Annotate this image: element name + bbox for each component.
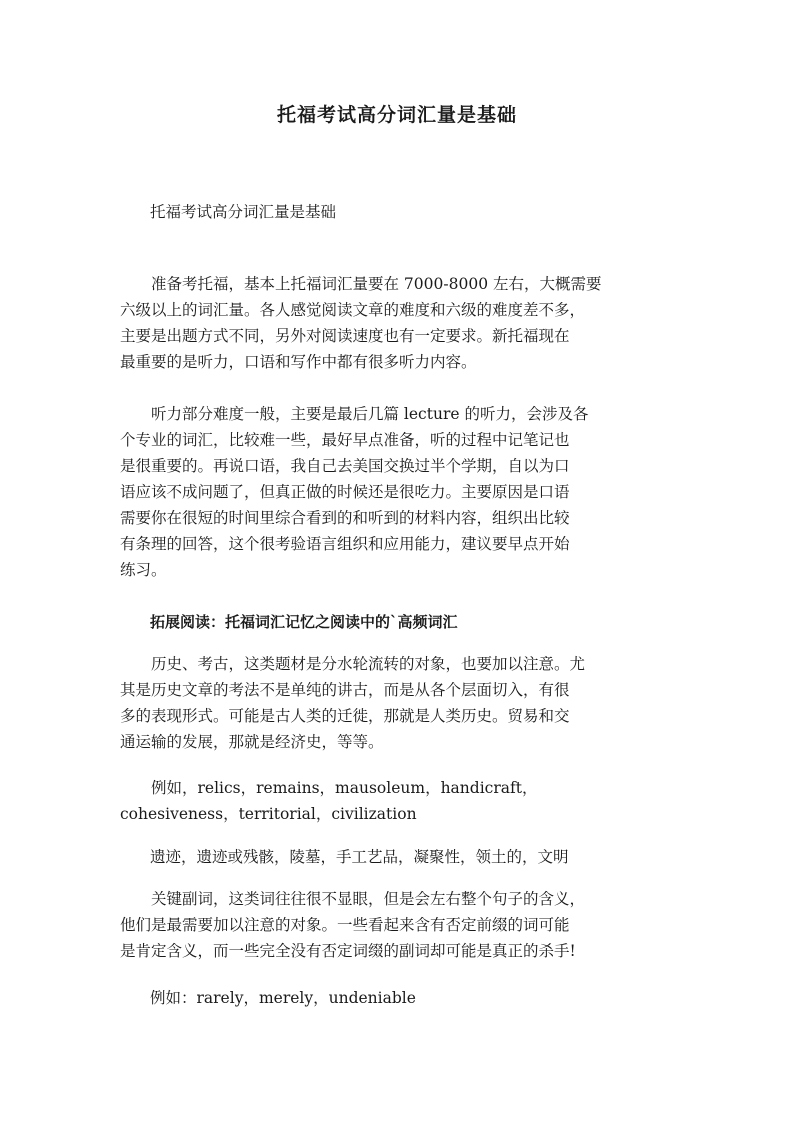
paragraph-adverb-examples: 例如：rarely，merely，undeniable	[150, 989, 416, 1007]
paragraph-history: 历史、考古，这类题材是分水轮流转的对象，也要加以注意。尤 其是历史文章的考法不是单纯的讲古，而是从各个层面切入，有很 多的表现形式。可能是古人类的迁徙，那就是人类历史。贸易和交 通运输的发展，那就是经济史，等等。	[120, 655, 586, 751]
paragraph-listening: 听力部分难度一般，主要是最后几篇 lecture 的听力，会涉及各 个专业的词汇，比较难一些，最好早点准备，听的过程中记笔记也 是很重要的。再说口语，我自己去美国交换过半个学期，自以为口 语应该不成问题了，但真正做的时候还是很吃力。主要原因是口语 需要你在很短的时间里综合看到的和听到的材料内容，组织出比较 有条理的回答，这个很考验语言组织和应用能力，建议要早点开始 练习。	[120, 405, 589, 579]
paragraph-example-words: 例如，relics，remains，mausoleum，handicraft， cohesiveness，territorial，civilization	[120, 779, 538, 823]
paragraph-intro: 准备考托福，基本上托福词汇量要在 7000-8000 左右，大概需要 六级以上的词汇量。各人感觉阅读文章的难度和六级的难度差不多， 主要是出题方式不同，另外对阅读速度也有一定要求。新托福现在 最重要的是听力，口语和写作中都有很多听力内容。	[120, 275, 602, 371]
paragraph-translations: 遗迹，遗迹或残骸，陵墓，手工艺品，凝聚性，领土的，文明	[150, 848, 569, 866]
section-heading: 拓展阅读：托福词汇记忆之阅读中的`高频词汇	[150, 613, 458, 631]
paragraph-adverbs: 关键副词，这类词往往很不显眼，但是会左右整个句子的含义， 他们是最需要加以注意的对象。一些看起来含有否定前缀的词可能 是肯定含义，而一些完全没有否定词缀的副词却可能是真正的杀手!	[120, 890, 586, 960]
page-title: 托福考试高分词汇量是基础	[276, 104, 517, 126]
document-subtitle: 托福考试高分词汇量是基础	[150, 203, 337, 221]
